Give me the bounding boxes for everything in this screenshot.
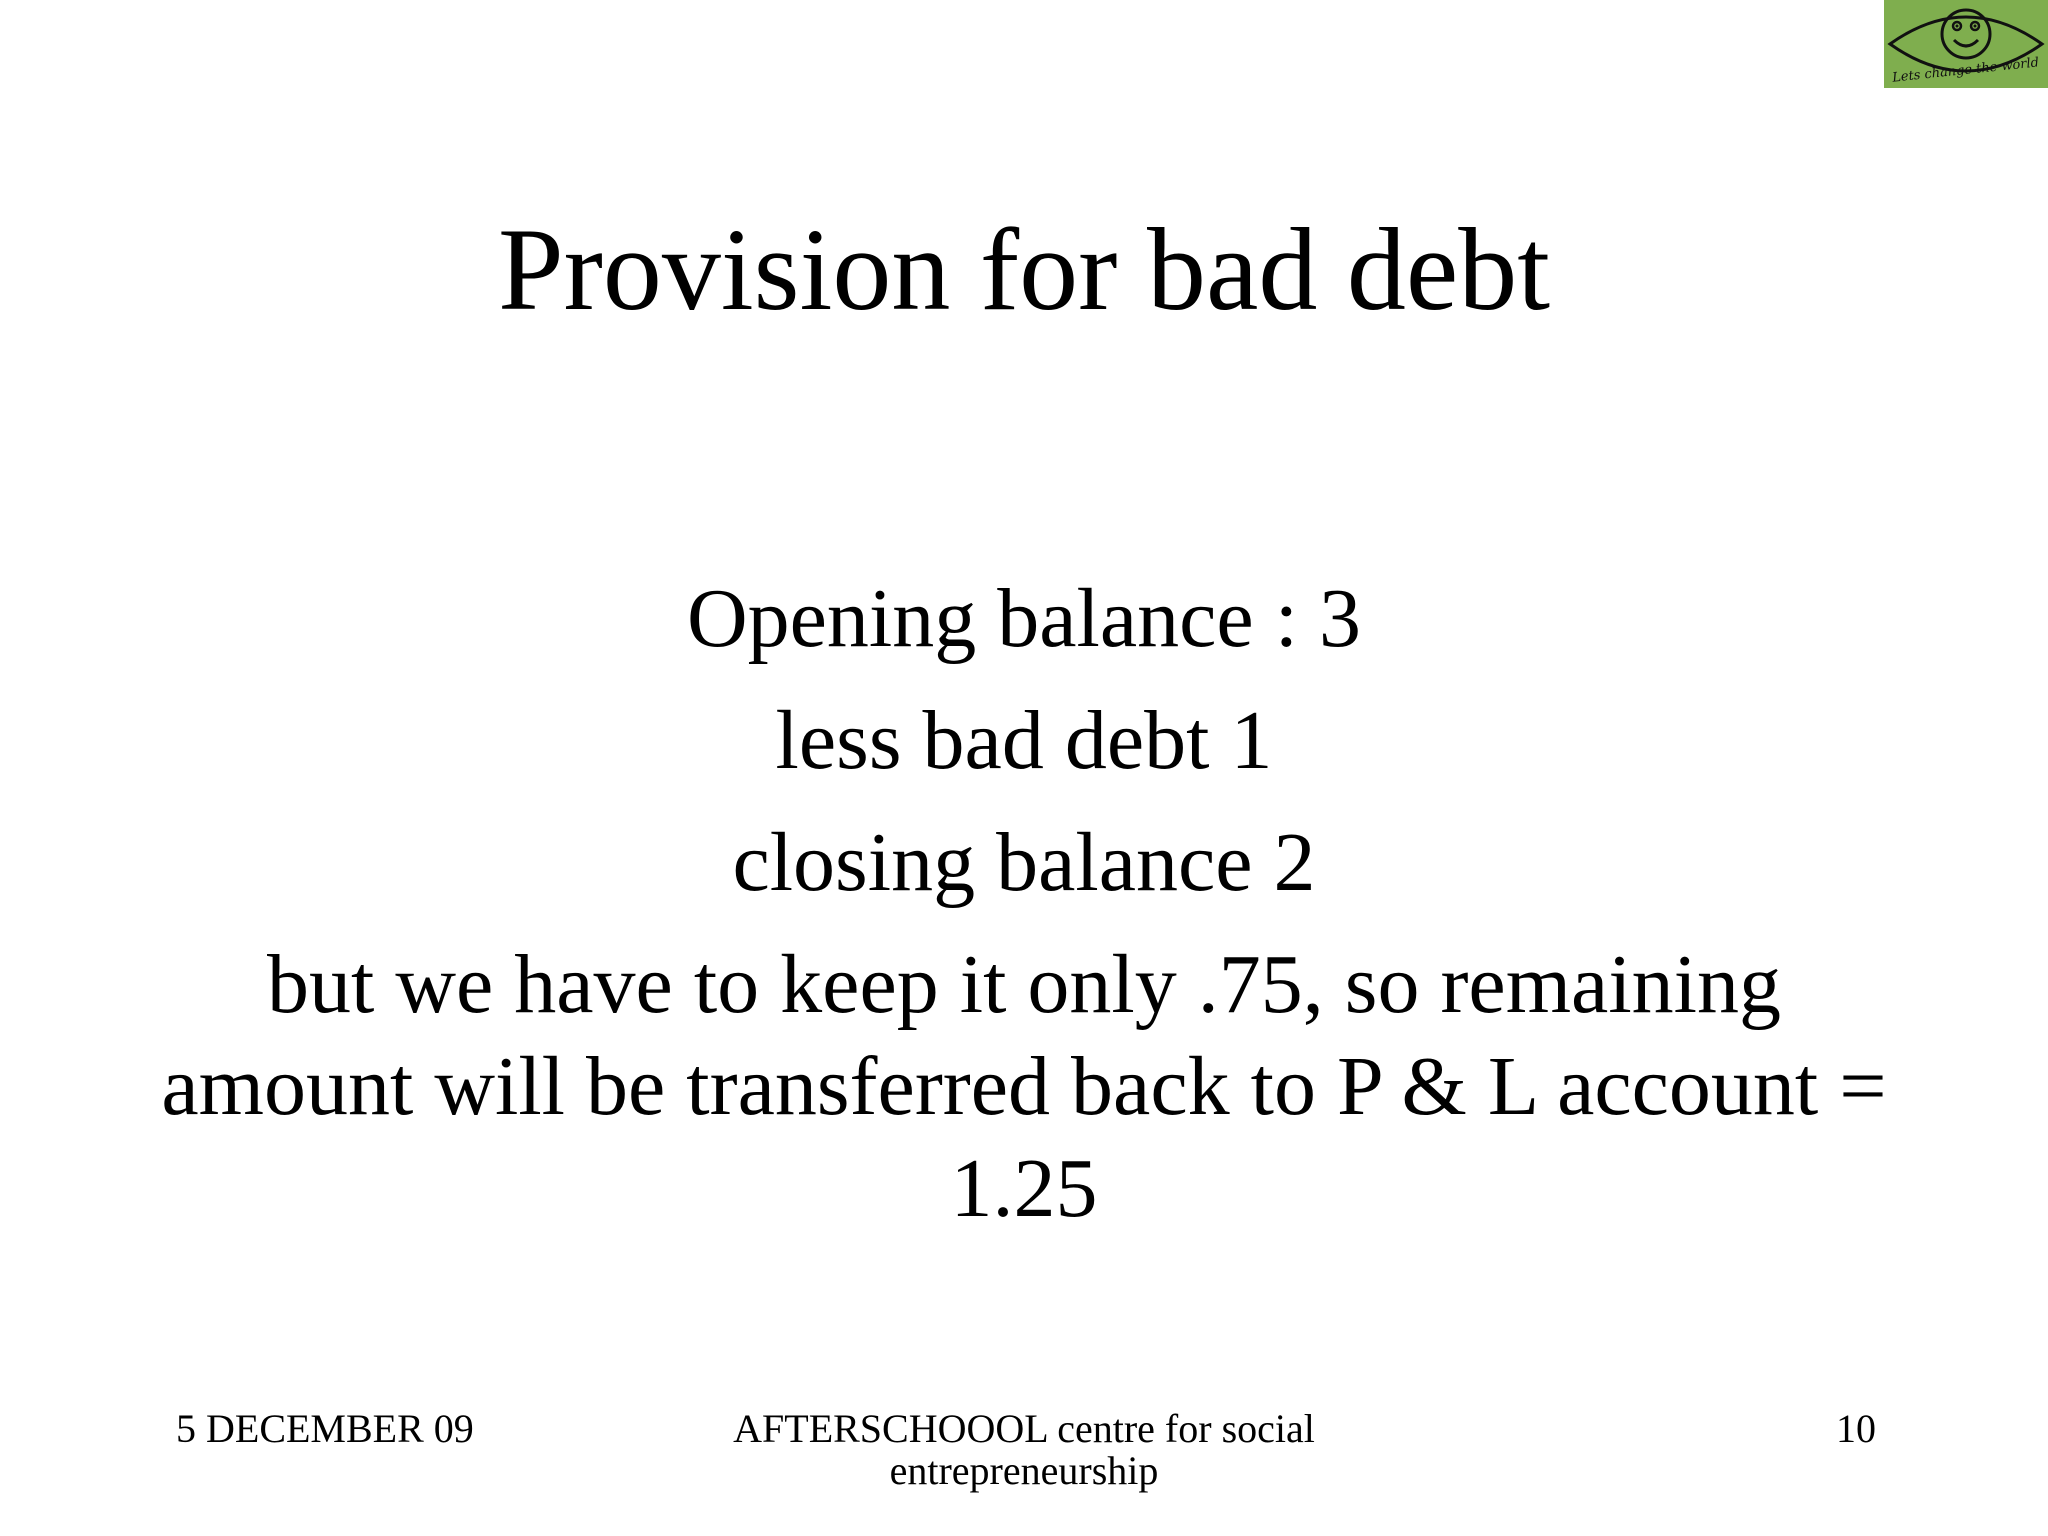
footer-date: 5 DECEMBER 09 — [176, 1406, 474, 1451]
logo — [1884, 0, 2048, 88]
svg-text:Lets change the world: Lets change the world — [1891, 55, 2040, 86]
body-line-closing-balance: closing balance 2 — [732, 816, 1316, 909]
slide-body — [150, 568, 1898, 1240]
slide-title: Provision for bad debt — [497, 204, 1551, 335]
smiley-eye-icon — [1884, 0, 2048, 88]
footer-page-number: 10 — [1836, 1406, 1876, 1451]
body-line-less-bad-debt: less bad debt 1 — [775, 694, 1273, 787]
footer-organization: AFTERSCHOOOL centre for social entrepreneurship — [733, 1406, 1315, 1493]
body-line-transfer-note: but we have to keep it only .75, so remaining amount will be transferred back to P & L account = 1.25 — [161, 938, 1887, 1235]
body-line-opening-balance: Opening balance : 3 — [686, 572, 1362, 665]
